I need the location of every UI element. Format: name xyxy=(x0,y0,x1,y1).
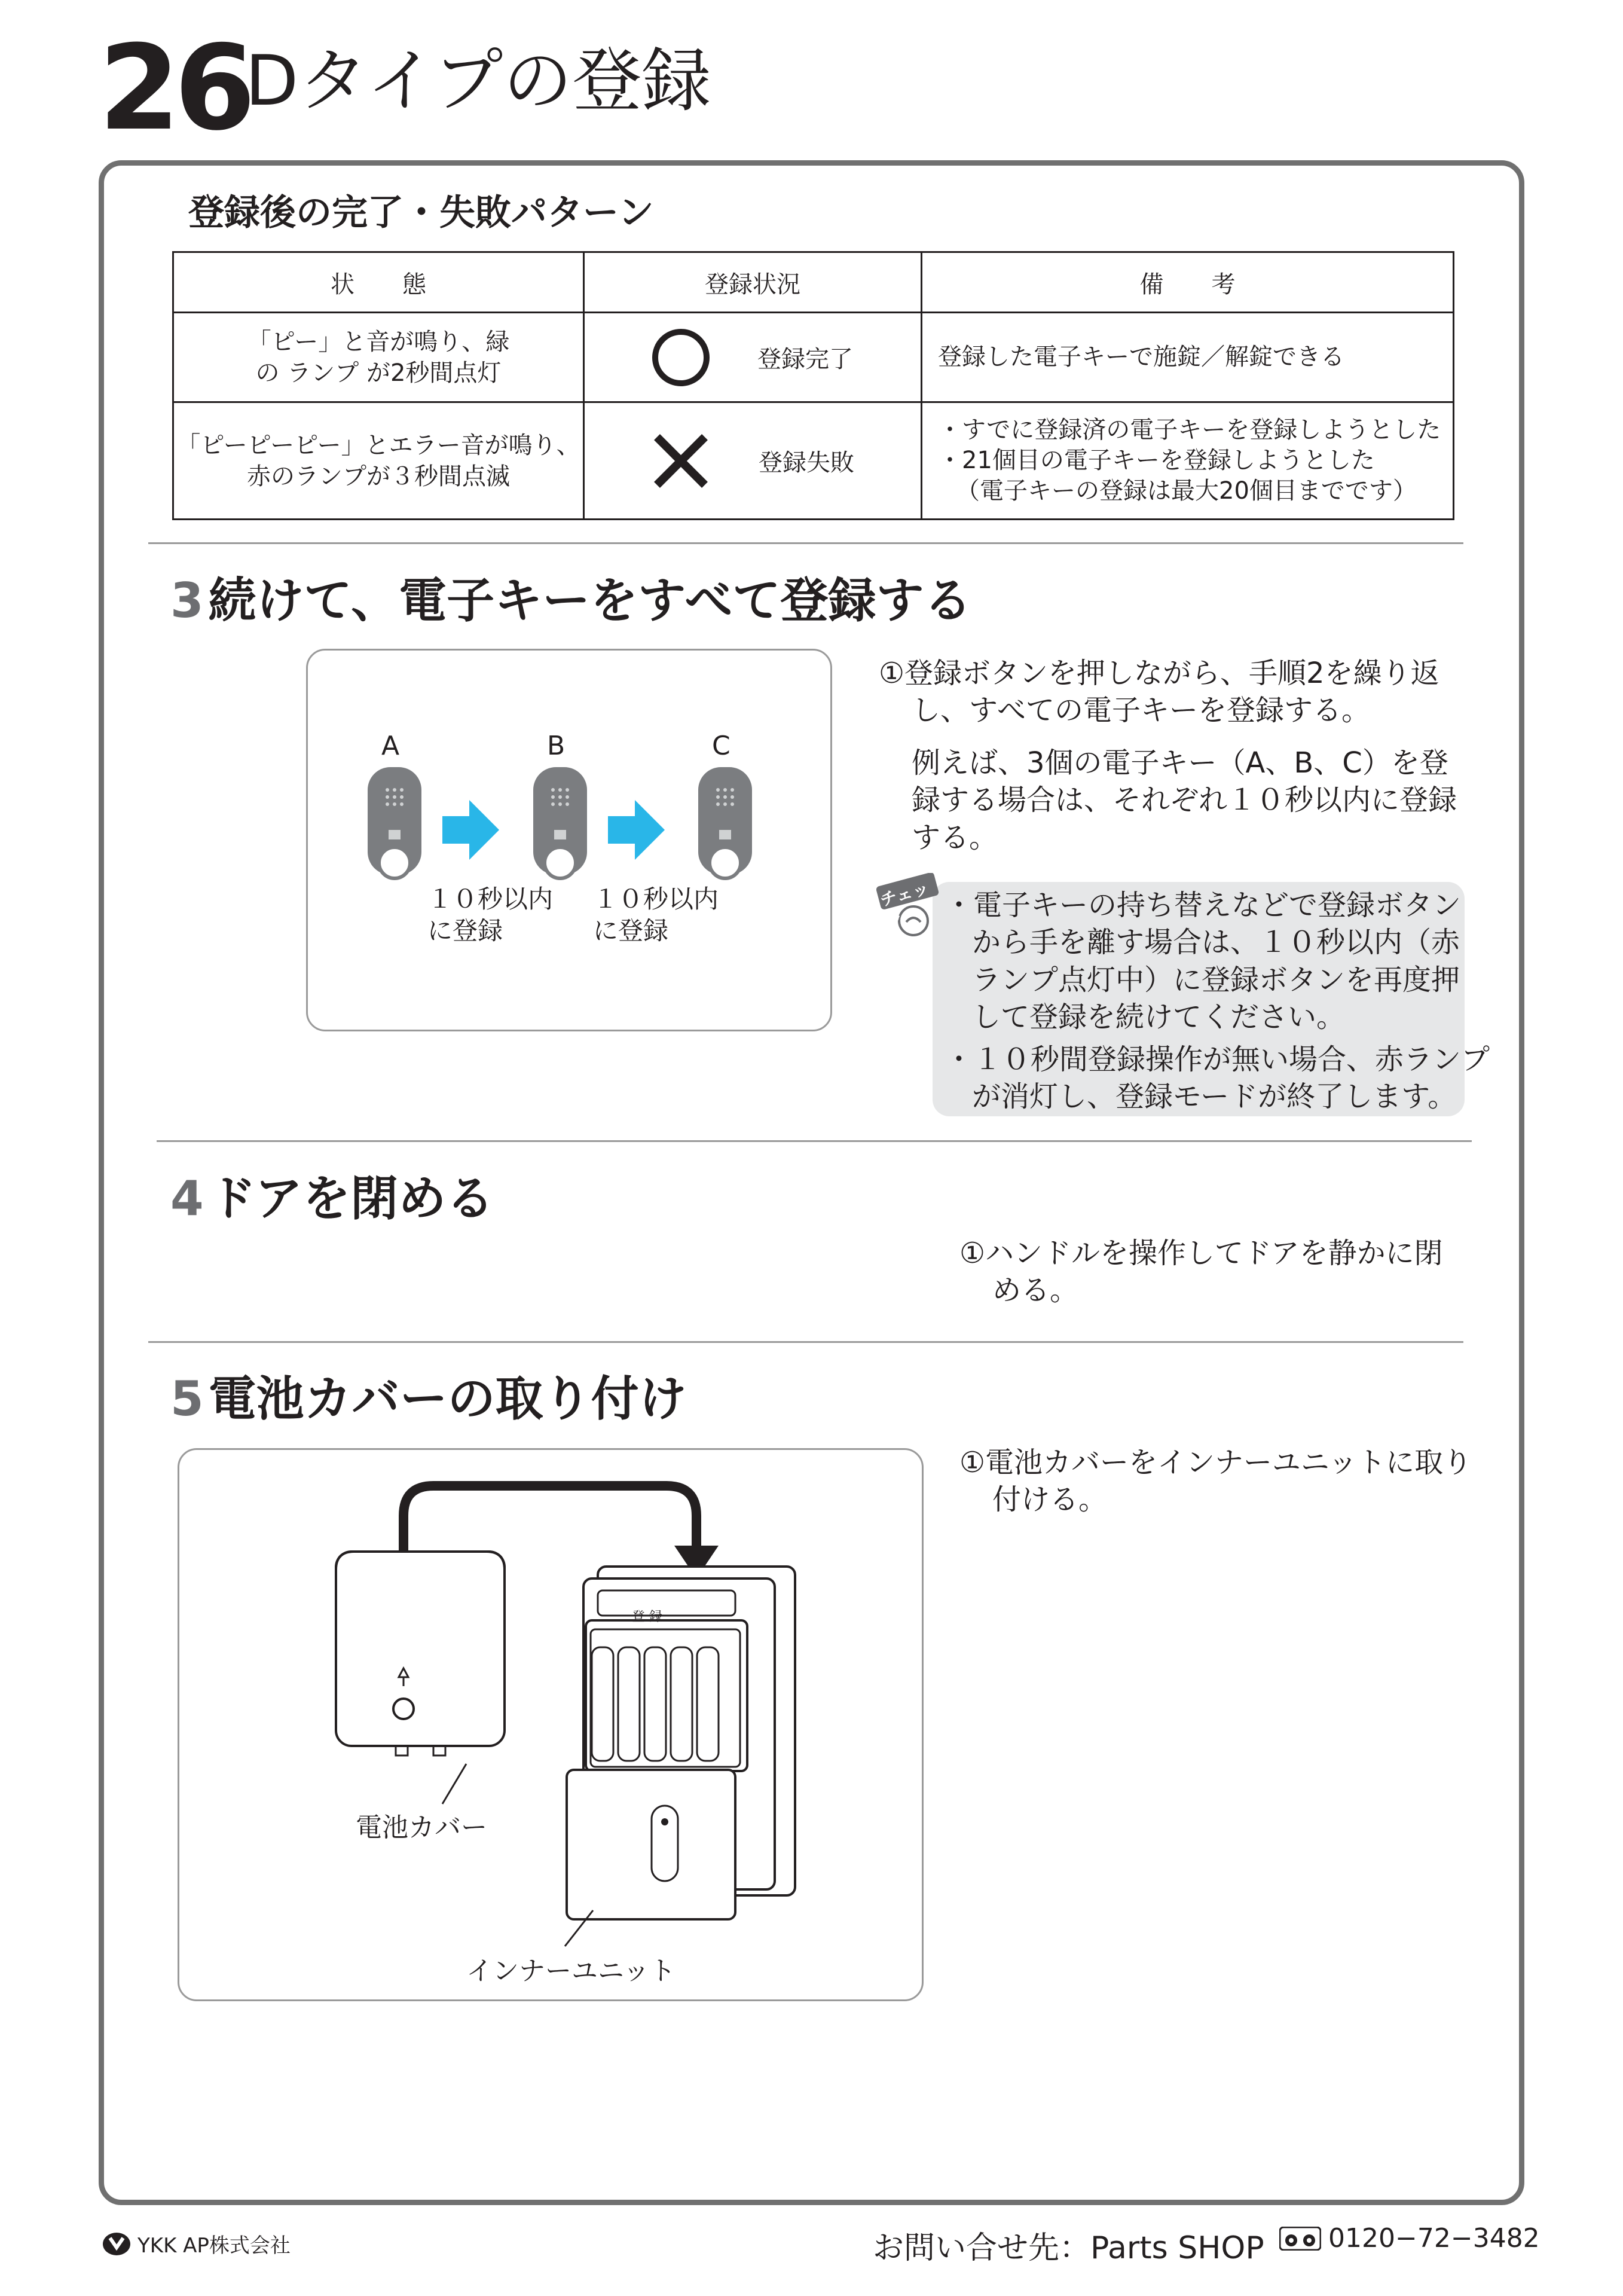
note-cell: 登録した電子キーで施錠／解錠できる xyxy=(922,313,1454,402)
step5-heading xyxy=(170,1371,687,1427)
key-fob-b xyxy=(533,767,587,878)
result-table xyxy=(172,251,1454,520)
step4-heading xyxy=(170,1171,494,1226)
section-divider xyxy=(148,542,1463,544)
arrow-caption: １０秒以内 に登録 xyxy=(593,884,719,945)
arrow-right-icon xyxy=(608,800,665,860)
key-label-c: C xyxy=(712,731,730,761)
leader-line xyxy=(442,1764,466,1804)
key-fob-a xyxy=(368,767,421,878)
company-name: YKK AP株式会社 xyxy=(137,2234,291,2258)
step3-example: 例えば、3個の電子キー（A、B、C）を登 録する場合は、それぞれ１０秒以内に登録 する。 xyxy=(912,746,1457,854)
column-header-state: 状 態 xyxy=(173,252,584,313)
check-badge-label: チェック xyxy=(878,878,931,933)
status-cell xyxy=(584,313,922,402)
step3-figure xyxy=(306,649,832,1031)
note-cell: ・すでに登録済の電子キーを登録しようとした ・21個目の電子キーを登録しようとした （電子キーの登録は最大20個目までです） xyxy=(922,402,1454,520)
table-header-row xyxy=(173,252,1454,313)
curved-arrow xyxy=(404,1486,696,1558)
key-label-a: A xyxy=(381,731,400,761)
step-title: ドアを閉める xyxy=(208,1171,494,1226)
column-header-status: 登録状況 xyxy=(584,252,922,313)
step4-instruction: ①ハンドルを操作してドアを静かに閉 める。 xyxy=(959,1236,1443,1308)
company-logo xyxy=(102,2229,291,2258)
table-row xyxy=(173,402,1454,520)
table-row xyxy=(173,313,1454,402)
status-label: 登録完了 xyxy=(757,346,853,373)
step-number: 5 xyxy=(170,1371,204,1427)
battery-cover-drawing xyxy=(336,1552,505,1755)
phone-contact[interactable] xyxy=(1279,2223,1540,2254)
check-badge xyxy=(876,873,948,939)
battery-cover-label: 電池カバー xyxy=(356,1812,487,1843)
step-title: 電池カバーの取り付け xyxy=(208,1371,687,1427)
phone-number[interactable]: 0120−72−3482 xyxy=(1328,2223,1540,2254)
arrow-right-icon xyxy=(442,800,499,860)
unit-button-label: 登 録 xyxy=(632,1610,662,1625)
step3-instruction: ①登録ボタンを押しながら、手順2を繰り返 し、すべての電子キーを登録する。 xyxy=(879,657,1439,728)
status-cell xyxy=(584,402,922,520)
state-cell: 「ピー」と音が鳴り、緑 の ランプ が2秒間点灯 xyxy=(173,313,584,402)
free-dial-icon xyxy=(1279,2227,1321,2251)
status-label: 登録失敗 xyxy=(759,449,854,477)
column-header-note: 備 考 xyxy=(922,252,1454,313)
cross-icon xyxy=(651,431,711,491)
check-bullet-1: ・電子キーの持ち替えなどで登録ボタン から手を離す場合は、１０秒以内（赤 ランプ点灯中）に登録ボタンを再度押 して登録を続けてください。 xyxy=(945,889,1462,1034)
ykk-logo-icon xyxy=(102,2231,132,2257)
step3-heading xyxy=(170,573,972,628)
page-title: Dタイプの登録 xyxy=(245,41,711,121)
arrow-caption: １０秒以内 に登録 xyxy=(427,884,554,945)
page-number: 26 xyxy=(99,20,250,157)
check-bullet-2: ・１０秒間登録操作が無い場合、赤ランプ が消灯し、登録モードが終了します。 xyxy=(945,1043,1490,1114)
section-divider xyxy=(148,1341,1463,1343)
section-divider xyxy=(157,1140,1472,1142)
key-registration-diagram xyxy=(308,651,830,1030)
step-number: 3 xyxy=(170,573,204,628)
step-number: 4 xyxy=(170,1171,204,1226)
circle-icon xyxy=(652,329,710,386)
step5-figure xyxy=(178,1448,924,2001)
state-cell: 「ピーピーピー」とエラー音が鳴り、 赤のランプが３秒間点滅 xyxy=(173,402,584,520)
key-fob-c xyxy=(698,767,752,878)
contact-label: お問い合せ先：Parts SHOP xyxy=(873,2230,1264,2266)
key-label-b: B xyxy=(547,731,566,761)
step5-instruction: ①電池カバーをインナーユニットに取り 付ける。 xyxy=(959,1446,1472,1517)
result-section-title: 登録後の完了・失敗パターン xyxy=(188,192,654,234)
inner-unit-drawing xyxy=(567,1567,795,1919)
battery-cover-illustration xyxy=(179,1450,922,1999)
step-title: 続けて、電子キーをすべて登録する xyxy=(208,573,972,628)
inner-unit-label: インナーユニット xyxy=(466,1956,676,1986)
